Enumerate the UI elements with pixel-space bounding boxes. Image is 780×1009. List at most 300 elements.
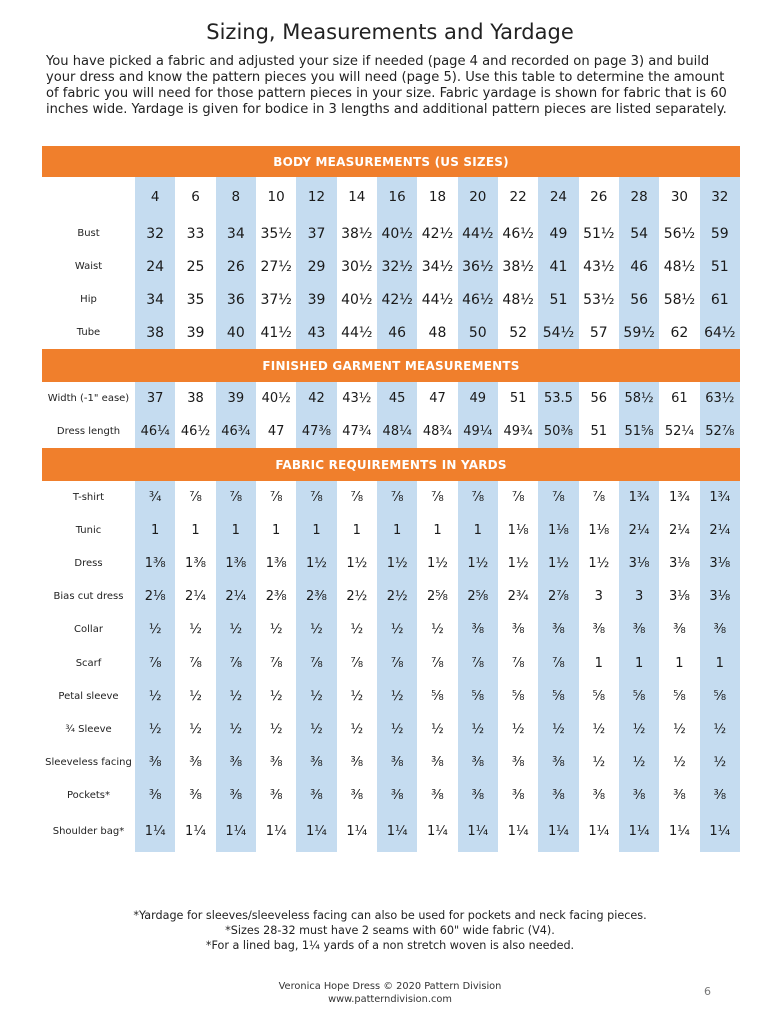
table-cell: 3⅛ <box>668 589 690 605</box>
table-cell: 2¼ <box>700 514 740 547</box>
table-cell: ½ <box>511 721 525 737</box>
table-cell: ⅝ <box>431 688 444 704</box>
table-cell: 40 <box>216 316 256 349</box>
table-cell: ⅝ <box>673 688 686 704</box>
table-cell: 42½ <box>377 283 417 316</box>
fabric-requirements-header: FABRIC REQUIREMENTS IN YARDS <box>42 448 740 481</box>
table-cell: 1⅜ <box>185 556 206 572</box>
table-cell: 44½ <box>421 291 454 308</box>
table-cell: 49 <box>538 217 578 250</box>
table-cell: 51⅝ <box>619 415 659 448</box>
table-cell: 42½ <box>421 225 454 242</box>
table-cell: ½ <box>377 613 417 646</box>
table-cell: 2⅝ <box>458 580 498 613</box>
table-cell: 39 <box>186 324 205 341</box>
table-cell: ½ <box>377 713 417 746</box>
table-cell: 2⅛ <box>135 580 175 613</box>
table-cell: 49¼ <box>458 415 498 448</box>
table-cell: 52¼ <box>664 424 694 439</box>
row-label: Width (-1" ease) <box>47 393 130 404</box>
table-cell: ½ <box>269 622 283 638</box>
table-cell: 1⅛ <box>588 523 610 539</box>
table-cell: ⅜ <box>350 787 364 803</box>
table-cell: 49¾ <box>503 424 533 439</box>
fabric-requirements-band <box>42 448 740 481</box>
table-cell: 46½ <box>180 424 211 439</box>
table-cell: ⅜ <box>538 746 578 779</box>
table-cell: ⅜ <box>216 746 256 779</box>
table-cell: ⅞ <box>216 646 256 679</box>
table-cell: 1 <box>352 523 361 539</box>
table-cell: 8 <box>216 177 256 217</box>
table-cell: ⅜ <box>269 787 283 803</box>
table-cell: ⅜ <box>377 746 417 779</box>
table-cell: 1¾ <box>668 490 690 506</box>
table-cell: 30½ <box>341 258 373 275</box>
table-cell: 2⅝ <box>427 589 448 605</box>
table-cell: 3⅛ <box>700 547 740 580</box>
table-cell: ⅜ <box>673 622 686 638</box>
table-cell: 1¼ <box>265 824 287 840</box>
table-cell: 52 <box>509 324 528 341</box>
table-cell: 37 <box>135 382 175 415</box>
table-cell: ½ <box>216 713 256 746</box>
table-cell: 1½ <box>507 556 529 572</box>
table-cell: ⅜ <box>377 779 417 812</box>
table-cell: ½ <box>458 713 498 746</box>
table-cell: ½ <box>189 622 202 638</box>
table-cell: ⅜ <box>592 622 606 638</box>
table-cell: 37 <box>296 217 336 250</box>
table-cell: 38 <box>187 391 204 406</box>
sizing-table <box>42 146 740 852</box>
table-cell: 43½ <box>583 258 615 275</box>
table-cell: ⅜ <box>296 779 336 812</box>
finished-row <box>42 415 740 448</box>
table-cell: ½ <box>619 746 659 779</box>
table-cell: ⅜ <box>538 779 578 812</box>
row-label: Bias cut dress <box>53 591 124 603</box>
table-cell: ⅞ <box>377 646 417 679</box>
row-label: Tunic <box>75 525 102 537</box>
table-cell: 41½ <box>260 324 292 341</box>
table-cell: 51 <box>590 424 608 439</box>
fabric-row <box>42 713 740 746</box>
table-cell: 12 <box>296 177 336 217</box>
table-cell: ⅞ <box>431 655 444 671</box>
table-cell: ⅜ <box>135 779 175 812</box>
table-cell: 45 <box>377 382 417 415</box>
page-title: Sizing, Measurements and Yardage <box>206 20 574 44</box>
footnote-1: *Yardage for sleeves/sleeveless facing can also be used for pockets and neck facing pieces. <box>133 909 647 922</box>
table-cell: ⅝ <box>592 688 606 704</box>
table-cell: 58½ <box>619 382 659 415</box>
table-cell: 1½ <box>588 556 610 572</box>
table-cell: 2¼ <box>668 523 690 539</box>
table-cell: 51 <box>538 283 578 316</box>
table-cell: 18 <box>428 189 447 205</box>
table-cell: 1½ <box>427 556 448 572</box>
table-cell: 51 <box>700 250 740 283</box>
table-cell: ½ <box>538 713 578 746</box>
finished-row <box>42 382 740 415</box>
table-cell: 40½ <box>341 291 373 308</box>
row-label: Petal sleeve <box>58 690 119 702</box>
table-cell: ⅜ <box>458 746 498 779</box>
table-cell: 39 <box>216 382 256 415</box>
table-cell: 3⅛ <box>700 580 740 613</box>
page-number: 6 <box>704 985 711 998</box>
table-cell: 1¼ <box>346 824 368 840</box>
table-cell: ⅝ <box>700 680 740 713</box>
table-cell: 1 <box>216 514 256 547</box>
table-cell: 30 <box>670 189 689 205</box>
table-cell: 28 <box>619 177 659 217</box>
table-cell: 51½ <box>583 225 615 242</box>
table-cell: 54 <box>619 217 659 250</box>
table-cell: 34½ <box>421 258 454 275</box>
table-cell: ½ <box>619 713 659 746</box>
table-cell: 46 <box>619 250 659 283</box>
table-cell: ½ <box>216 680 256 713</box>
table-cell: 20 <box>458 177 498 217</box>
table-cell: ½ <box>135 680 175 713</box>
table-cell: 3 <box>594 589 603 605</box>
footnote-2: *Sizes 28-32 must have 2 seams with 60" wide fabric (V4). <box>225 924 555 937</box>
table-cell: 2¼ <box>185 589 206 605</box>
table-cell: 24 <box>538 177 578 217</box>
table-cell: ⅞ <box>296 646 336 679</box>
fabric-row <box>42 779 740 812</box>
table-cell: 25 <box>186 258 205 275</box>
fabric-row <box>42 646 740 679</box>
table-cell: 10 <box>267 189 285 205</box>
table-cell: ⅜ <box>350 754 364 770</box>
table-cell: 46½ <box>502 225 534 242</box>
table-cell: 1¼ <box>588 824 610 840</box>
table-cell: 1 <box>700 646 740 679</box>
table-cell: 61 <box>700 283 740 316</box>
table-cell: ½ <box>377 680 417 713</box>
table-cell: ⅞ <box>592 490 606 506</box>
table-cell: ⅜ <box>511 754 525 770</box>
row-label <box>42 177 135 217</box>
row-label: Dress length <box>56 426 121 437</box>
table-cell: 46¾ <box>216 415 256 448</box>
table-cell: 49 <box>458 382 498 415</box>
table-cell: ½ <box>296 713 336 746</box>
fabric-row <box>42 613 740 646</box>
table-cell: 59½ <box>619 316 659 349</box>
table-cell: 1 <box>458 514 498 547</box>
table-cell: 1¼ <box>427 824 448 840</box>
table-cell: ½ <box>216 613 256 646</box>
fabric-row <box>42 680 740 713</box>
table-cell: ⅜ <box>216 779 256 812</box>
table-cell: 33 <box>186 225 205 242</box>
fabric-row <box>42 580 740 613</box>
table-cell: ½ <box>296 613 336 646</box>
table-cell: ⅞ <box>216 481 256 514</box>
table-cell: 40½ <box>377 217 417 250</box>
table-cell: 54½ <box>538 316 578 349</box>
fabric-row <box>42 812 740 852</box>
table-cell: 46½ <box>458 283 498 316</box>
table-cell: ⅞ <box>350 490 364 506</box>
table-cell: ⅜ <box>538 613 578 646</box>
table-cell: ½ <box>700 746 740 779</box>
table-cell: 34 <box>135 283 175 316</box>
table-cell: 1 <box>675 655 684 671</box>
table-cell: 44½ <box>458 217 498 250</box>
table-cell: 41 <box>538 250 578 283</box>
fabric-row <box>42 514 740 547</box>
table-cell: ⅞ <box>350 655 364 671</box>
row-label: Pockets* <box>66 789 110 801</box>
table-cell: 1½ <box>296 547 336 580</box>
table-cell: ½ <box>431 721 444 737</box>
table-cell: 6 <box>191 189 200 205</box>
row-label: Dress <box>74 558 103 570</box>
table-cell: ⅜ <box>700 779 740 812</box>
table-cell: 2⅜ <box>296 580 336 613</box>
table-cell: 1½ <box>458 547 498 580</box>
row-label: Bust <box>77 228 100 239</box>
body-row-hip <box>42 283 740 316</box>
size-header-row <box>42 177 740 217</box>
footnote-3: *For a lined bag, 1¼ yards of a non stretch woven is also needed. <box>205 939 575 952</box>
table-cell: 35 <box>186 291 205 308</box>
table-cell: ⅜ <box>431 787 444 803</box>
table-cell: ⅞ <box>377 481 417 514</box>
table-cell: 1¼ <box>507 824 529 840</box>
table-cell: ⅝ <box>458 680 498 713</box>
table-cell: ½ <box>135 613 175 646</box>
row-label: Sleeveless facing <box>45 756 132 768</box>
footer-website: www.patterndivision.com <box>328 993 452 1005</box>
table-cell: ⅜ <box>619 779 659 812</box>
table-cell: 58½ <box>663 291 696 308</box>
table-cell: ⅜ <box>700 613 740 646</box>
table-cell: 56½ <box>663 225 696 242</box>
table-cell: ⅞ <box>189 490 202 506</box>
table-cell: 46 <box>377 316 417 349</box>
table-cell: 50 <box>458 316 498 349</box>
table-cell: ½ <box>189 721 202 737</box>
table-cell: ⅜ <box>592 787 606 803</box>
table-cell: 1½ <box>538 547 578 580</box>
body-row-waist <box>42 250 740 283</box>
table-cell: 1¼ <box>619 812 659 852</box>
table-cell: ⅝ <box>619 680 659 713</box>
table-cell: 1¼ <box>458 812 498 852</box>
table-cell: 53½ <box>583 291 615 308</box>
table-cell: 43 <box>296 316 336 349</box>
table-cell: 1 <box>191 523 200 539</box>
finished-garment-header: FINISHED GARMENT MEASUREMENTS <box>42 349 740 382</box>
table-cell: 38½ <box>341 225 373 242</box>
table-cell: 32 <box>700 177 740 217</box>
table-cell: 1¼ <box>668 824 690 840</box>
table-cell: 32 <box>135 217 175 250</box>
table-cell: ⅜ <box>431 754 444 770</box>
table-cell: 1⅜ <box>265 556 287 572</box>
table-cell: 3⅛ <box>619 547 659 580</box>
table-cell: ½ <box>431 622 444 638</box>
table-cell: 63½ <box>700 382 740 415</box>
table-cell: ⅜ <box>511 622 525 638</box>
body-measurements-band <box>42 146 740 177</box>
table-cell: 48 <box>428 324 447 341</box>
table-cell: 1⅜ <box>216 547 256 580</box>
table-cell: 50⅜ <box>538 415 578 448</box>
table-cell: 2¾ <box>507 589 529 605</box>
table-cell: 42 <box>296 382 336 415</box>
table-cell: ½ <box>350 721 364 737</box>
table-cell: 27½ <box>260 258 292 275</box>
table-cell: 1 <box>377 514 417 547</box>
table-cell: 47⅜ <box>296 415 336 448</box>
table-cell: 29 <box>296 250 336 283</box>
table-cell: ⅜ <box>619 613 659 646</box>
table-cell: ½ <box>135 713 175 746</box>
row-label: Collar <box>74 624 103 636</box>
table-cell: ½ <box>700 713 740 746</box>
table-cell: ½ <box>350 688 364 704</box>
table-cell: 61 <box>671 391 688 406</box>
table-cell: ⅜ <box>135 746 175 779</box>
table-cell: 40½ <box>261 391 291 406</box>
table-cell: 2¼ <box>216 580 256 613</box>
row-label: Tube <box>76 327 101 338</box>
table-cell: 51 <box>509 391 527 406</box>
row-label: ¾ Sleeve <box>65 723 112 735</box>
table-cell: 14 <box>348 189 366 205</box>
table-cell: 52⅞ <box>700 415 740 448</box>
table-cell: ⅜ <box>673 787 686 803</box>
table-cell: ⅞ <box>269 490 283 506</box>
table-cell: 1 <box>619 646 659 679</box>
table-cell: 47 <box>267 424 285 439</box>
table-cell: 1¼ <box>216 812 256 852</box>
table-cell: ⅜ <box>189 787 202 803</box>
table-cell: ⅞ <box>538 481 578 514</box>
table-cell: 26 <box>590 189 608 205</box>
table-cell: 2⅜ <box>265 589 287 605</box>
table-cell: ½ <box>296 680 336 713</box>
table-cell: 36 <box>216 283 256 316</box>
table-cell: 48½ <box>663 258 696 275</box>
table-cell: 47 <box>429 391 446 406</box>
table-cell: 1⅛ <box>538 514 578 547</box>
table-cell: ⅜ <box>296 746 336 779</box>
table-cell: ⅞ <box>511 655 525 671</box>
table-cell: 2⅞ <box>538 580 578 613</box>
intro-paragraph: You have picked a fabric and adjusted your size if needed (page 4 and recorded on page 3) and build your dress and know the pattern pieces you will need (page 5). Use this table to determine the amount of fabric you will need for those pattern pieces in your size. Fabric yardage is shown for fabric that is 60 inches wide. Yardage is given for bodice in 3 lengths and additional pattern pieces are listed separately. <box>46 54 727 117</box>
table-cell: ⅞ <box>458 646 498 679</box>
table-cell: 24 <box>135 250 175 283</box>
table-cell: 35½ <box>260 225 292 242</box>
finished-garment-band <box>42 349 740 382</box>
footer-copyright: Veronica Hope Dress © 2020 Pattern Division <box>278 981 502 992</box>
table-cell: ⅜ <box>269 754 283 770</box>
table-cell: 1⅜ <box>135 547 175 580</box>
table-cell: ⅞ <box>431 490 444 506</box>
table-cell: 1 <box>433 523 442 539</box>
table-cell: 38½ <box>502 258 534 275</box>
table-cell: 1¼ <box>185 824 206 840</box>
table-cell: 46¼ <box>135 415 175 448</box>
table-cell: 38 <box>135 316 175 349</box>
table-cell: 1¼ <box>377 812 417 852</box>
table-cell: ⅜ <box>511 787 525 803</box>
table-cell: 1 <box>135 514 175 547</box>
table-cell: 53.5 <box>538 382 578 415</box>
table-cell: 56 <box>619 283 659 316</box>
table-cell: 1¾ <box>619 481 659 514</box>
table-cell: 56 <box>590 391 608 406</box>
table-cell: 16 <box>377 177 417 217</box>
row-label: Shoulder bag* <box>52 826 125 838</box>
table-cell: ⅞ <box>511 490 525 506</box>
table-cell: 1½ <box>377 547 417 580</box>
table-cell: 1¾ <box>700 481 740 514</box>
table-cell: 48½ <box>502 291 534 308</box>
table-cell: ⅝ <box>538 680 578 713</box>
fabric-row <box>42 746 740 779</box>
table-cell: 47¾ <box>342 424 372 439</box>
table-cell: 34 <box>216 217 256 250</box>
table-cell: 1 <box>594 655 603 671</box>
table-cell: ½ <box>673 721 686 737</box>
table-cell: ⅞ <box>189 655 202 671</box>
table-cell: 62 <box>670 324 689 341</box>
row-label: Hip <box>80 294 97 305</box>
table-cell: 48¾ <box>422 424 453 439</box>
table-cell: ⅞ <box>458 481 498 514</box>
table-cell: ⅞ <box>296 481 336 514</box>
fabric-row <box>42 481 740 514</box>
table-cell: ½ <box>269 688 283 704</box>
table-cell: 2¼ <box>619 514 659 547</box>
table-cell: 1 <box>272 523 281 539</box>
row-label: Scarf <box>75 657 102 669</box>
table-cell: 36½ <box>458 250 498 283</box>
table-cell: 1 <box>296 514 336 547</box>
body-row-bust <box>42 217 740 250</box>
table-cell: 3⅛ <box>668 556 690 572</box>
table-cell: ½ <box>592 754 606 770</box>
table-cell: ½ <box>269 721 283 737</box>
table-cell: 64½ <box>700 316 740 349</box>
body-measurements-header: BODY MEASUREMENTS (US SIZES) <box>42 146 740 177</box>
table-cell: ⅞ <box>538 646 578 679</box>
table-cell: ⅜ <box>458 779 498 812</box>
table-cell: 57 <box>589 324 608 341</box>
table-cell: 1¼ <box>296 812 336 852</box>
table-cell: 4 <box>135 177 175 217</box>
table-cell: 39 <box>296 283 336 316</box>
table-cell: ½ <box>592 721 606 737</box>
table-cell: 48¼ <box>377 415 417 448</box>
table-cell: 26 <box>216 250 256 283</box>
table-cell: 22 <box>509 189 527 205</box>
table-cell: ½ <box>673 754 686 770</box>
fabric-row <box>42 547 740 580</box>
table-cell: ½ <box>350 622 364 638</box>
table-cell: 43½ <box>342 391 372 406</box>
row-label: T-shirt <box>72 492 105 504</box>
